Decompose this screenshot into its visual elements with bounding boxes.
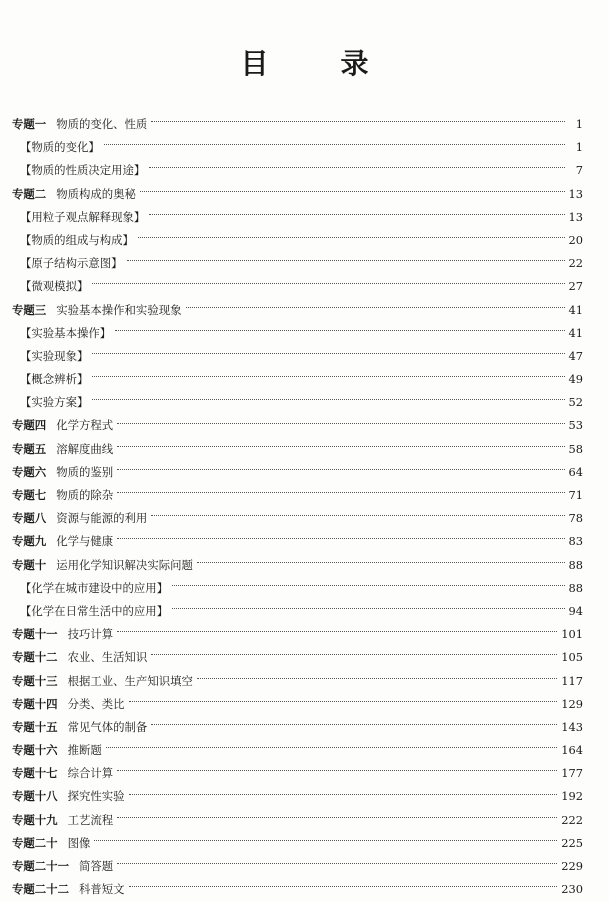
toc-topic-label: 专题六 [12, 464, 47, 479]
toc-entry[interactable] [12, 832, 583, 855]
page-number: 88 [568, 580, 583, 595]
dot-leader [172, 608, 564, 609]
toc-subentry[interactable] [12, 391, 583, 414]
page-number: 94 [568, 603, 583, 618]
page-number: 229 [561, 859, 583, 873]
toc-entry-title: 工艺流程 [67, 812, 114, 827]
page-number: 164 [561, 743, 583, 758]
toc-entry-title: 【化学在日常生活中的应用】 [20, 603, 169, 618]
page-number: 22 [568, 256, 583, 271]
toc-topic-label: 专题四 [12, 418, 47, 433]
toc-subentry[interactable] [12, 322, 583, 345]
toc-topic-label: 专题十 [12, 557, 47, 572]
toc-topic-label: 专题七 [12, 488, 47, 502]
toc-entry[interactable] [12, 438, 583, 461]
toc-entry-title: 图像 [67, 835, 91, 850]
toc-entry[interactable] [12, 461, 583, 484]
dot-leader [127, 260, 565, 261]
toc-topic-label: 专题八 [12, 511, 47, 526]
dot-leader [140, 191, 565, 192]
toc-entry-title: 资源与能源的利用 [56, 511, 148, 526]
toc-entry-title: 【微观模拟】 [20, 279, 89, 294]
toc-topic-label: 专题十六 [12, 743, 58, 758]
toc-topic-label: 专题十一 [12, 627, 58, 642]
toc-entry-title: 【物质的变化】 [20, 140, 100, 155]
page-number: 47 [568, 348, 583, 363]
page-number: 143 [561, 719, 583, 734]
dot-leader [151, 515, 564, 516]
toc-topic-label: 专题十三 [12, 673, 58, 688]
dot-leader [94, 840, 557, 841]
toc-entry-title: 【物质的性质决定用途】 [20, 163, 146, 178]
dot-leader [151, 121, 565, 122]
dot-leader [92, 353, 564, 354]
toc-entry-title: 【化学在城市建设中的应用】 [20, 580, 169, 595]
dot-leader [149, 167, 565, 168]
toc-entry[interactable] [12, 762, 583, 785]
dot-leader [117, 770, 557, 771]
toc-entry[interactable] [12, 113, 583, 136]
toc-entry[interactable] [12, 693, 583, 716]
toc-entry-title: 【物质的组成与构成】 [20, 232, 134, 247]
toc-topic-label: 专题二十一 [12, 859, 69, 873]
toc-topic-label: 专题二 [12, 186, 47, 201]
dot-leader [115, 330, 564, 331]
dot-leader [92, 376, 564, 377]
toc-entry-title: 推断题 [67, 743, 102, 758]
toc-entry-title: 【概念辨析】 [20, 372, 89, 387]
toc-topic-label: 专题五 [12, 441, 47, 456]
page-number: 71 [568, 488, 583, 502]
toc-subentry[interactable] [12, 577, 583, 600]
toc-entry[interactable] [12, 530, 583, 553]
page-number: 53 [568, 418, 583, 433]
toc-entry-title: 【实验现象】 [20, 348, 89, 363]
dot-leader [117, 631, 557, 632]
toc-topic-label: 专题十二 [12, 650, 58, 665]
toc-entry-title: 科普短文 [78, 882, 125, 897]
dot-leader [117, 469, 564, 470]
page-number: 1 [575, 140, 583, 155]
table-of-contents [12, 113, 583, 901]
dot-leader [129, 701, 558, 702]
toc-topic-label: 专题二十 [12, 835, 58, 850]
dot-leader [151, 724, 557, 725]
page-number: 52 [568, 395, 583, 410]
page-number: 105 [561, 650, 583, 665]
dot-leader [106, 747, 557, 748]
toc-entry[interactable] [12, 507, 583, 530]
page-number: 117 [561, 673, 583, 688]
toc-subentry[interactable] [12, 252, 583, 275]
toc-topic-label: 专题三 [12, 302, 47, 317]
toc-entry-title: 【实验方案】 [20, 395, 89, 410]
toc-entry[interactable] [12, 183, 583, 206]
dot-leader [92, 399, 564, 400]
toc-entry-title: 运用化学知识解决实际问题 [56, 557, 193, 572]
page-number: 1 [575, 117, 583, 131]
page-number: 78 [568, 511, 583, 526]
dot-leader [129, 886, 558, 887]
toc-entry-title: 化学与健康 [56, 534, 114, 549]
dot-leader [117, 817, 557, 818]
toc-entry[interactable] [12, 623, 583, 646]
dot-leader [197, 562, 565, 563]
dot-leader [186, 307, 565, 308]
toc-entry-title: 技巧计算 [67, 627, 114, 642]
toc-entry-title: 分类、类比 [67, 696, 125, 711]
page-number: 129 [561, 696, 583, 711]
toc-subentry[interactable] [12, 136, 583, 159]
page-number: 230 [561, 882, 583, 897]
toc-entry[interactable] [12, 809, 583, 832]
dot-leader [138, 237, 565, 238]
page-number: 41 [568, 325, 583, 340]
toc-entry[interactable] [12, 484, 583, 507]
dot-leader [117, 423, 564, 424]
toc-entry-title: 物质构成的奥秘 [56, 186, 136, 201]
dot-leader [172, 585, 564, 586]
page-number: 192 [561, 789, 583, 804]
page-number: 7 [575, 163, 583, 178]
toc-entry[interactable] [12, 855, 583, 878]
page-number: 20 [568, 232, 583, 247]
toc-entry-title: 【实验基本操作】 [20, 325, 112, 340]
toc-subentry[interactable] [12, 275, 583, 298]
page-number: 13 [568, 186, 583, 201]
toc-entry-title: 【用粒子观点解释现象】 [20, 209, 146, 224]
toc-topic-label: 专题一 [12, 117, 47, 131]
toc-subentry[interactable] [12, 206, 583, 229]
page-title: 目 录 [240, 47, 391, 80]
toc-topic-label: 专题十七 [12, 766, 58, 781]
toc-entry[interactable] [12, 785, 583, 808]
toc-topic-label: 专题十九 [12, 812, 58, 827]
page-number: 13 [568, 209, 583, 224]
dot-leader [117, 863, 557, 864]
page-number: 64 [568, 464, 583, 479]
toc-topic-label: 专题十四 [12, 696, 58, 711]
toc-entry[interactable] [12, 554, 583, 577]
toc-entry-title: 物质的鉴别 [56, 464, 114, 479]
toc-entry-title: 探究性实验 [67, 789, 125, 804]
page-number: 222 [561, 812, 583, 827]
dot-leader [149, 214, 564, 215]
dot-leader [117, 492, 564, 493]
dot-leader [92, 283, 564, 284]
page-number: 49 [568, 372, 583, 387]
toc-topic-label: 专题十八 [12, 789, 58, 804]
toc-subentry[interactable] [12, 368, 583, 391]
toc-entry[interactable] [12, 716, 583, 739]
dot-leader [129, 794, 558, 795]
page-number: 58 [568, 441, 583, 456]
toc-entry-title: 农业、生活知识 [67, 650, 148, 665]
page-number: 83 [568, 534, 583, 549]
toc-entry[interactable] [12, 299, 583, 322]
toc-entry[interactable] [12, 414, 583, 437]
toc-entry[interactable] [12, 878, 583, 901]
dot-leader [151, 654, 557, 655]
dot-leader [117, 538, 564, 539]
toc-entry-title: 【原子结构示意图】 [20, 256, 123, 271]
page-number: 177 [561, 766, 583, 781]
toc-entry-title: 物质的除杂 [56, 488, 114, 502]
toc-entry-title: 实验基本操作和实验现象 [56, 302, 182, 317]
toc-entry-title: 化学方程式 [56, 418, 114, 433]
toc-entry-title: 简答题 [78, 859, 114, 873]
page-number: 41 [568, 302, 583, 317]
page-number: 27 [568, 279, 583, 294]
page-number: 225 [561, 835, 583, 850]
toc-subentry[interactable] [12, 600, 583, 623]
dot-leader [197, 678, 557, 679]
dot-leader [104, 144, 565, 145]
toc-entry-title: 根据工业、生产知识填空 [67, 673, 193, 688]
toc-subentry[interactable] [12, 345, 583, 368]
toc-subentry[interactable] [12, 229, 583, 252]
toc-topic-label: 专题十五 [12, 719, 58, 734]
page-number: 88 [568, 557, 583, 572]
toc-entry[interactable] [12, 646, 583, 669]
toc-entry-title: 物质的变化、性质 [56, 117, 148, 131]
toc-entry-title: 溶解度曲线 [56, 441, 114, 456]
page-number: 101 [561, 627, 583, 642]
toc-topic-label: 专题九 [12, 534, 47, 549]
toc-subentry[interactable] [12, 159, 583, 182]
toc-topic-label: 专题二十二 [12, 882, 69, 897]
toc-entry[interactable] [12, 739, 583, 762]
dot-leader [117, 446, 564, 447]
toc-entry-title: 常见气体的制备 [67, 719, 148, 734]
toc-entry[interactable] [12, 670, 583, 693]
toc-entry-title: 综合计算 [67, 766, 114, 781]
